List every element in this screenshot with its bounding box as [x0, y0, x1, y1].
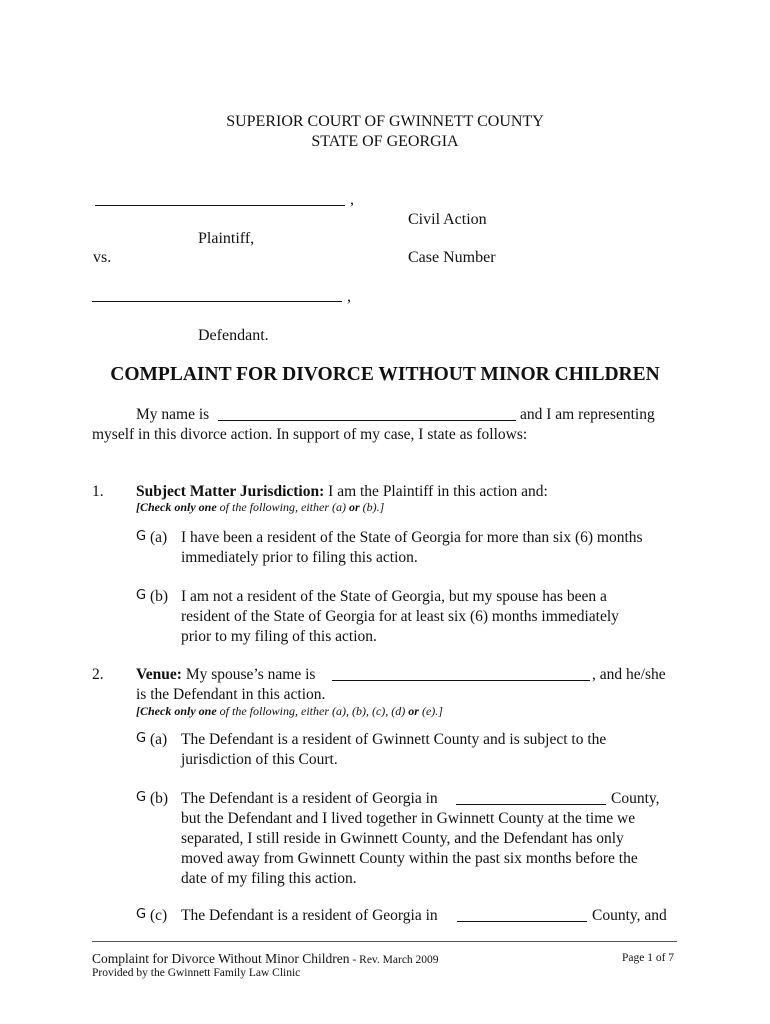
civil-action-label: Civil Action: [408, 211, 487, 228]
section-1-number: 1.: [92, 483, 104, 500]
option-2c-first-a: The Defendant is a resident of Georgia in: [181, 907, 438, 924]
section-2-heading: Venue:: [136, 666, 182, 683]
option-2a-line-2: jurisdiction of this Court.: [181, 751, 338, 768]
option-1b-line-2: resident of the State of Georgia for at least six (6) months immediately: [181, 608, 619, 625]
footer-page: Page 1 of 7: [622, 952, 675, 964]
plaintiff-label: Plaintiff,: [198, 230, 255, 247]
option-1a-line-1: I have been a resident of the State of Georgia for more than six (6) months: [181, 529, 643, 546]
spouse-name-line[interactable]: [332, 680, 590, 681]
checkbox-2b[interactable]: G: [136, 790, 147, 805]
section-2-text: My spouse’s name is: [181, 666, 316, 683]
option-1b-line-1: I am not a resident of the State of Georgia, but my spouse has been a: [181, 588, 607, 605]
defendant-name-line[interactable]: [92, 301, 342, 302]
section-2-line-2: is the Defendant in this action.: [136, 686, 326, 703]
defendant-label: Defendant.: [198, 327, 269, 344]
section-1-instructions: [Check only one of the following, either (a) or (b).]: [136, 500, 385, 514]
footer-rule: [92, 941, 677, 942]
footer-title: Complaint for Divorce Without Minor Children: [92, 951, 350, 966]
plaintiff-name-line[interactable]: [95, 205, 345, 206]
document-title: COMPLAINT FOR DIVORCE WITHOUT MINOR CHILDREN: [110, 364, 660, 385]
footer-provided: Provided by the Gwinnett Family Law Clinic: [92, 967, 301, 979]
option-2a-line-1: The Defendant is a resident of Gwinnett County and is subject to the: [181, 731, 607, 748]
state-name: STATE OF GEORGIA: [311, 133, 459, 150]
section-2-heading-line: [136, 665, 315, 685]
checkbox-2c[interactable]: G: [136, 907, 147, 922]
option-2b-first-b: County,: [611, 790, 660, 807]
defendant-county-line-c[interactable]: [457, 921, 587, 922]
option-2b-line-2: but the Defendant and I lived together in Gwinnett County at the time we: [181, 810, 636, 827]
section-2-instructions: [Check only one of the following, either (a), (b), (c), (d) or (e).]: [136, 704, 443, 718]
my-name-line[interactable]: [218, 420, 516, 421]
case-number-label: Case Number: [408, 249, 496, 266]
section-1-heading-line: [136, 482, 548, 502]
section-2-text-b: , and he/she: [592, 666, 666, 683]
option-1b-label: (b): [150, 588, 169, 605]
option-1a-label: (a): [150, 529, 168, 546]
option-2b-line-4: moved away from Gwinnett County within the past six months before the: [181, 850, 638, 867]
intro-representing: and I am representing: [520, 406, 655, 423]
vs-label: vs.: [93, 249, 112, 266]
defendant-comma: ,: [347, 288, 351, 305]
option-2a-label: (a): [150, 731, 168, 748]
section-2-number: 2.: [92, 666, 104, 683]
option-2c-first-b: County, and: [592, 907, 667, 924]
section-1-text: I am the Plaintiff in this action and:: [324, 483, 548, 500]
option-2b-label: (b): [150, 790, 169, 807]
defendant-county-line-b[interactable]: [456, 804, 606, 805]
checkbox-1b[interactable]: G: [136, 588, 147, 603]
option-2b-first-a: The Defendant is a resident of Georgia in: [181, 790, 438, 807]
plaintiff-comma: ,: [350, 191, 354, 208]
section-1-heading: Subject Matter Jurisdiction:: [136, 483, 325, 500]
option-2b-line-3: separated, I still reside in Gwinnett County, and the Defendant has only: [181, 830, 624, 847]
checkbox-1a[interactable]: G: [136, 529, 147, 544]
intro-line-2: myself in this divorce action. In support of my case, I state as follows:: [92, 426, 528, 443]
option-1b-line-3: prior to my filing of this action.: [181, 628, 377, 645]
intro-name-label: My name is: [136, 406, 210, 423]
option-2b-line-5: date of my filing this action.: [181, 870, 357, 887]
footer-rev: - Rev. March 2009: [349, 954, 439, 966]
footer-title-line: [92, 950, 439, 968]
court-name: SUPERIOR COURT OF GWINNETT COUNTY: [226, 113, 544, 130]
option-1a-line-2: immediately prior to filing this action.: [181, 549, 418, 566]
checkbox-2a[interactable]: G: [136, 731, 147, 746]
option-2c-label: (c): [150, 907, 168, 924]
